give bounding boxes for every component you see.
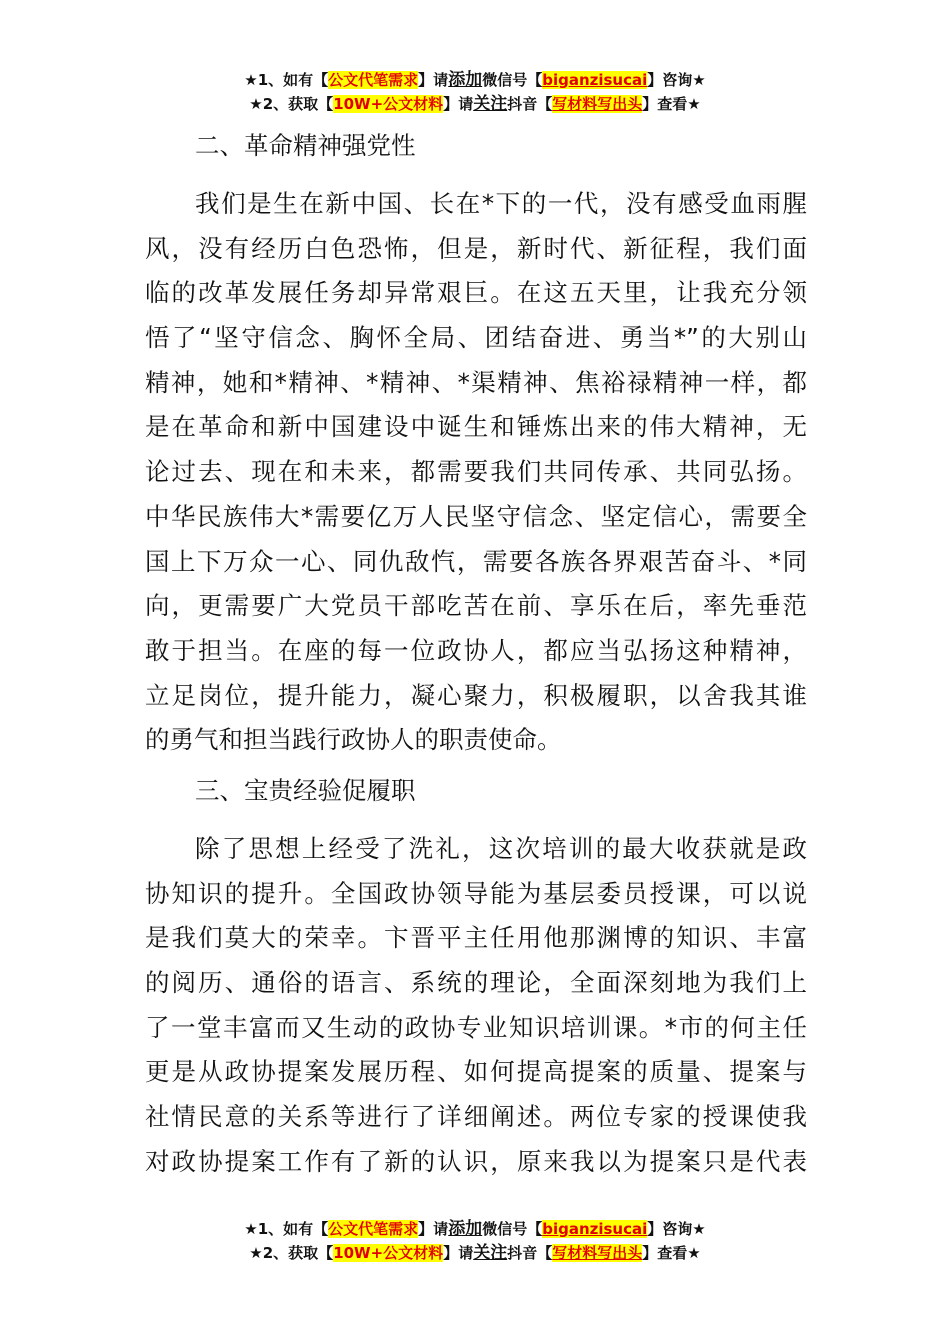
text-line: 风，没有经历白色恐怖，但是，新时代、新征程，我们面 <box>145 233 807 263</box>
text-line: 临的改革发展任务却异常艰巨。在这五天里，让我充分领 <box>145 278 807 308</box>
banner-line: ★2、获取【10W+公文材料】请关注抖音【写材料写出头】查看★ <box>249 1243 701 1263</box>
banner-line: ★2、获取【10W+公文材料】请关注抖音【写材料写出头】查看★ <box>249 94 701 114</box>
section-heading: 二、革命精神强党性 <box>195 131 416 160</box>
text-line: 精神，她和*精神、*精神、*渠精神、焦裕禄精神一样，都 <box>145 367 807 397</box>
banner-line: ★1、如有【公文代笔需求】请添加微信号【biganzisucai】咨询★ <box>244 70 706 90</box>
top-banner <box>0 68 950 116</box>
text-line: 中华民族伟大*需要亿万人民坚守信念、坚定信心，需要全 <box>145 501 807 531</box>
text-line: 立足岗位，提升能力，凝心聚力，积极履职，以舍我其谁 <box>145 680 807 710</box>
highlight: 公文代笔需求 <box>328 1220 419 1238</box>
text-line: 我们是生在新中国、长在*下的一代，没有感受血雨腥 <box>195 189 807 218</box>
text-line: 论过去、现在和未来，都需要我们共同传承、共同弘扬。 <box>145 457 807 487</box>
highlight-link[interactable]: biganzisucai <box>542 71 648 89</box>
document-body <box>145 128 807 1184</box>
bottom-banner <box>0 1217 950 1265</box>
banner-line: ★1、如有【公文代笔需求】请添加微信号【biganzisucai】咨询★ <box>244 1219 706 1239</box>
text-line: 社情民意的关系等进行了详细阐述。两位专家的授课使我 <box>145 1102 807 1132</box>
text-line: 悟了“坚守信念、胸怀全局、团结奋进、勇当*”的大别山 <box>145 323 807 353</box>
highlight: 公文代笔需求 <box>328 71 419 89</box>
text-line: 敢于担当。在座的每一位政协人，都应当弘扬这种精神， <box>145 635 807 665</box>
highlight-link[interactable]: 写材料写出头 <box>552 95 643 113</box>
highlight: 10W+公文材料 <box>333 1244 444 1262</box>
text-line: 协知识的提升。全国政协领导能为基层委员授课，可以说 <box>145 878 807 908</box>
highlight-link[interactable]: biganzisucai <box>542 1220 648 1238</box>
text-line: 的阅历、通俗的语言、系统的理论，全面深刻地为我们上 <box>145 968 807 997</box>
text-line: 国上下万众一心、同仇敌忾，需要各族各界艰苦奋斗、*同 <box>145 546 807 576</box>
highlight: 10W+公文材料 <box>333 95 444 113</box>
section-heading: 三、宝贵经验促履职 <box>195 775 416 805</box>
text-line: 向，更需要广大党员干部吃苦在前、享乐在后，率先垂范 <box>145 591 807 621</box>
text-line: 除了思想上经受了洗礼，这次培训的最大收获就是政 <box>195 833 807 863</box>
text-line: 更是从政协提案发展历程、如何提高提案的质量、提案与 <box>145 1057 807 1087</box>
text-line: 是在革命和新中国建设中诞生和锤炼出来的伟大精神，无 <box>145 412 807 442</box>
text-line: 对政协提案工作有了新的认识，原来我以为提案只是代表 <box>145 1146 807 1176</box>
text-line: 是我们莫大的荣幸。卞晋平主任用他那渊博的知识、丰富 <box>145 923 807 953</box>
text-line: 的勇气和担当践行政协人的职责使命。 <box>145 725 562 755</box>
highlight-link[interactable]: 写材料写出头 <box>552 1244 643 1262</box>
text-line: 了一堂丰富而又生动的政协专业知识培训课。*市的何主任 <box>145 1012 807 1042</box>
